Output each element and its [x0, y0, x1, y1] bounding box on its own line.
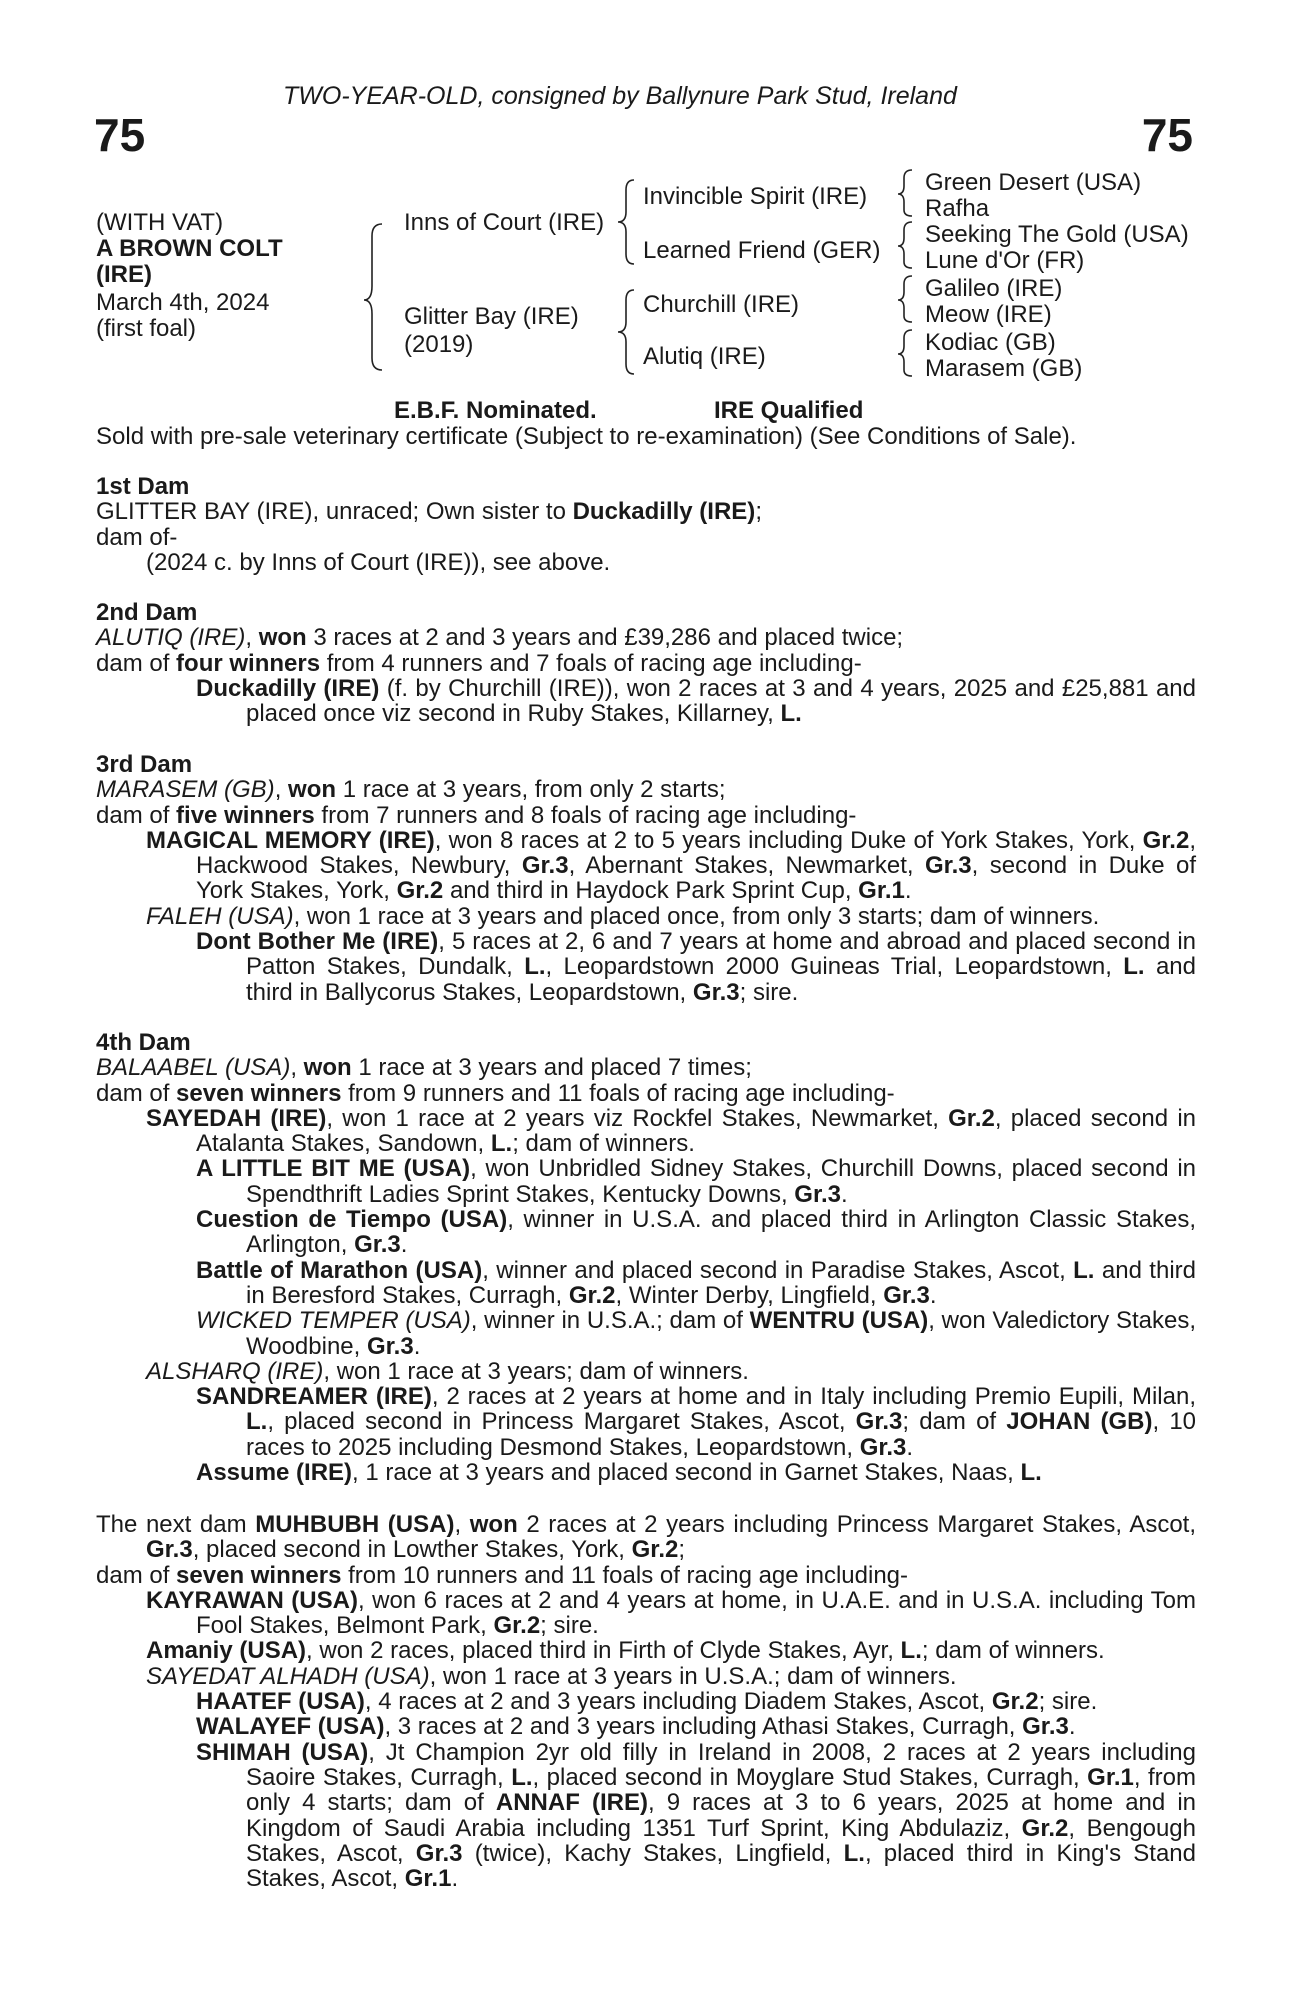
foal-note: (first foal) [96, 315, 197, 342]
fourth-dam-offspring-2: ALSHARQ (IRE), won 1 race at 3 years; dam of winners. [146, 1357, 749, 1385]
next-dam-grandoffspring-3: SHIMAH (USA), Jt Champion 2yr old filly in Ireland in 2008, 2 races at 2 years including Saoire Stakes, Curragh, L., placed second in Moyglare Stud Stakes, Curragh, Gr.1, from only 4 starts; dam of ANNAF (IRE), 9 races at 3 to 6 years, 2025 at home and in Kingdom of Saudi Arabia including 1351 Turf Sprint, King Abdulaziz, Gr.2, Bengough Stakes, Ascot, Gr.3 (twice), Kachy Stakes, Lingfield, L., placed third in King's Stand Stakes, Ascot, Gr.1. [196, 1738, 1197, 1893]
next-dam-offspring-3: SAYEDAT ALHADH (USA), won 1 race at 3 years in U.S.A.; dam of winners. [146, 1662, 957, 1690]
next-dam-line: The next dam MUHBUBH (USA), won 2 races at 2 years including Princess Margaret Stakes, Ascot, Gr.3, placed second in Lowther Stakes, York, Gr.2; [96, 1511, 1197, 1564]
first-dam-heading: 1st Dam [96, 473, 190, 500]
next-dam-section [96, 1512, 1196, 1891]
dam-of-sire: Learned Friend (GER) [643, 237, 881, 264]
second-dam-line: ALUTIQ (IRE), won 3 races at 2 and 3 years and £39,286 and placed twice; [96, 624, 904, 652]
first-dam-line: GLITTER BAY (IRE), unraced; Own sister to Duckadilly (IRE); [96, 498, 762, 526]
third-dam-section [96, 752, 1196, 1005]
great-grandsire-4: Kodiac (GB) [925, 329, 1056, 356]
third-dam-line: MARASEM (GB), won 1 race at 3 years, from only 2 starts; [96, 776, 726, 804]
fourth-dam-produce-summary: dam of seven winners from 9 runners and 11 foals of racing age including- [96, 1079, 895, 1107]
great-granddam-2: Lune d'Or (FR) [925, 247, 1085, 274]
sire: Inns of Court (IRE) [404, 209, 605, 236]
great-grandsire-2: Seeking The Gold (USA) [925, 221, 1189, 248]
fourth-dam-grandoffspring-1: A LITTLE BIT ME (USA), won Unbridled Sidney Stakes, Churchill Downs, placed second in Spendthrift Ladies Sprint Stakes, Kentucky Downs, Gr.3. [196, 1155, 1196, 1208]
ebf-note: E.B.F. Nominated. [394, 397, 597, 424]
fourth-dam-grandoffspring-2: Cuestion de Tiempo (USA), winner in U.S.A. and placed third in Arlington Classic Stakes, Arlington, Gr.3. [196, 1206, 1196, 1259]
next-dam-offspring-2: Amaniy (USA), won 2 races, placed third in Firth of Clyde Stakes, Ayr, L.; dam of winners. [146, 1637, 1105, 1665]
lot-number-right: 75 [1141, 109, 1193, 161]
dam: Glitter Bay (IRE) [404, 303, 579, 330]
sire-of-sire: Invincible Spirit (IRE) [643, 183, 868, 210]
next-dam-produce-summary: dam of seven winners from 10 runners and 11 foals of racing age including- [96, 1561, 909, 1589]
horse-name: A BROWN COLT [96, 235, 283, 262]
third-dam-heading: 3rd Dam [96, 751, 193, 778]
third-dam-produce-summary: dam of five winners from 7 runners and 8 foals of racing age including- [96, 801, 857, 829]
second-dam-heading: 2nd Dam [96, 599, 198, 626]
sire-of-dam: Churchill (IRE) [643, 291, 800, 318]
third-dam-offspring-2: FALEH (USA), won 1 race at 3 years and placed once, from only 3 starts; dam of winners. [146, 902, 1100, 930]
great-grandsire-3: Galileo (IRE) [925, 275, 1063, 302]
fourth-dam-grandoffspring-5: SANDREAMER (IRE), 2 races at 2 years at home and in Italy including Premio Eupili, Milan, L., placed second in Princess Margaret Stakes, Ascot, Gr.3; dam of JOHAN (GB), 10 races to 2025 including Desmond Stakes, Leopardstown, Gr.3. [196, 1383, 1197, 1461]
first-dam-produce-label: dam of- [96, 523, 178, 551]
second-dam-offspring: Duckadilly (IRE) (f. by Churchill (IRE)), won 2 races at 3 and 4 years, 2025 and £25,881 and placed once viz second in Ruby Stakes, Killarney, L. [196, 674, 1196, 728]
lot-number-left: 75 [94, 109, 146, 161]
ire-qualified: IRE Qualified [714, 397, 864, 424]
third-dam-offspring-1: MAGICAL MEMORY (IRE), won 8 races at 2 to 5 years including Duke of York Stakes, York, Gr.2, Hackwood Stakes, Newbury, Gr.3, Abernant Stakes, Newmarket, Gr.3, second in Duke of York Stakes, York, Gr.2 and third in Haydock Park Sprint Cup, Gr.1. [146, 826, 1197, 905]
fourth-dam-grandoffspring-6: Assume (IRE), 1 race at 3 years and placed second in Garnet Stakes, Naas, L. [196, 1459, 1042, 1487]
next-dam-offspring-1: KAYRAWAN (USA), won 6 races at 2 and 4 years at home, in U.A.E. and in U.S.A. including Tom Fool Stakes, Belmont Park, Gr.2; sire. [146, 1586, 1196, 1640]
great-granddam-3: Meow (IRE) [925, 301, 1052, 328]
fourth-dam-line: BALAABEL (USA), won 1 race at 3 years and placed 7 times; [96, 1054, 752, 1082]
horse-country: (IRE) [96, 261, 152, 288]
first-dam-produce: (2024 c. by Inns of Court (IRE)), see above. [146, 548, 611, 576]
second-dam-section [96, 600, 1196, 726]
great-grandsire-1: Green Desert (USA) [925, 169, 1142, 196]
fourth-dam-heading: 4th Dam [96, 1029, 191, 1056]
great-granddam-1: Rafha [925, 195, 990, 222]
foaling-date: March 4th, 2024 [96, 289, 270, 316]
fourth-dam-offspring-1: SAYEDAH (IRE), won 1 race at 2 years viz Rockfel Stakes, Newmarket, Gr.2, placed second in Atalanta Stakes, Sandown, L.; dam of winners. [146, 1104, 1196, 1158]
third-dam-grandoffspring: Dont Bother Me (IRE), 5 races at 2, 6 and 7 years at home and abroad and placed second in Patton Stakes, Dundalk, L., Leopardstown 2000 Guineas Trial, Leopardstown, L. and third in Ballycorus Stakes, Leopardstown, Gr.3; sire. [196, 928, 1197, 1006]
second-dam-produce-summary: dam of four winners from 4 runners and 7 foals of racing age including- [96, 649, 862, 677]
next-dam-grandoffspring-1: HAATEF (USA), 4 races at 2 and 3 years including Diadem Stakes, Ascot, Gr.2; sire. [196, 1688, 1098, 1716]
vat-note: (WITH VAT) [96, 209, 224, 236]
great-granddam-4: Marasem (GB) [925, 355, 1083, 382]
next-dam-grandoffspring-2: WALAYEF (USA), 3 races at 2 and 3 years including Athasi Stakes, Curragh, Gr.3. [196, 1713, 1076, 1741]
fourth-dam-section [96, 1030, 1196, 1485]
page-title: TWO-YEAR-OLD, consigned by Ballynure Park Stud, Ireland [283, 82, 957, 110]
dam-year: (2019) [404, 331, 474, 358]
fourth-dam-grandoffspring-3: Battle of Marathon (USA), winner and placed second in Paradise Stakes, Ascot, L. and third in Beresford Stakes, Curragh, Gr.2, Winter Derby, Lingfield, Gr.3. [196, 1256, 1196, 1309]
dam-of-dam: Alutiq (IRE) [643, 343, 766, 370]
first-dam-section [96, 474, 1196, 575]
vet-note: Sold with pre-sale veterinary certificate (Subject to re-examination) (See Conditions of Sale). [96, 423, 1077, 450]
fourth-dam-grandoffspring-4: WICKED TEMPER (USA), winner in U.S.A.; dam of WENTRU (USA), won Valedictory Stakes, Woodbine, Gr.3. [196, 1307, 1197, 1360]
